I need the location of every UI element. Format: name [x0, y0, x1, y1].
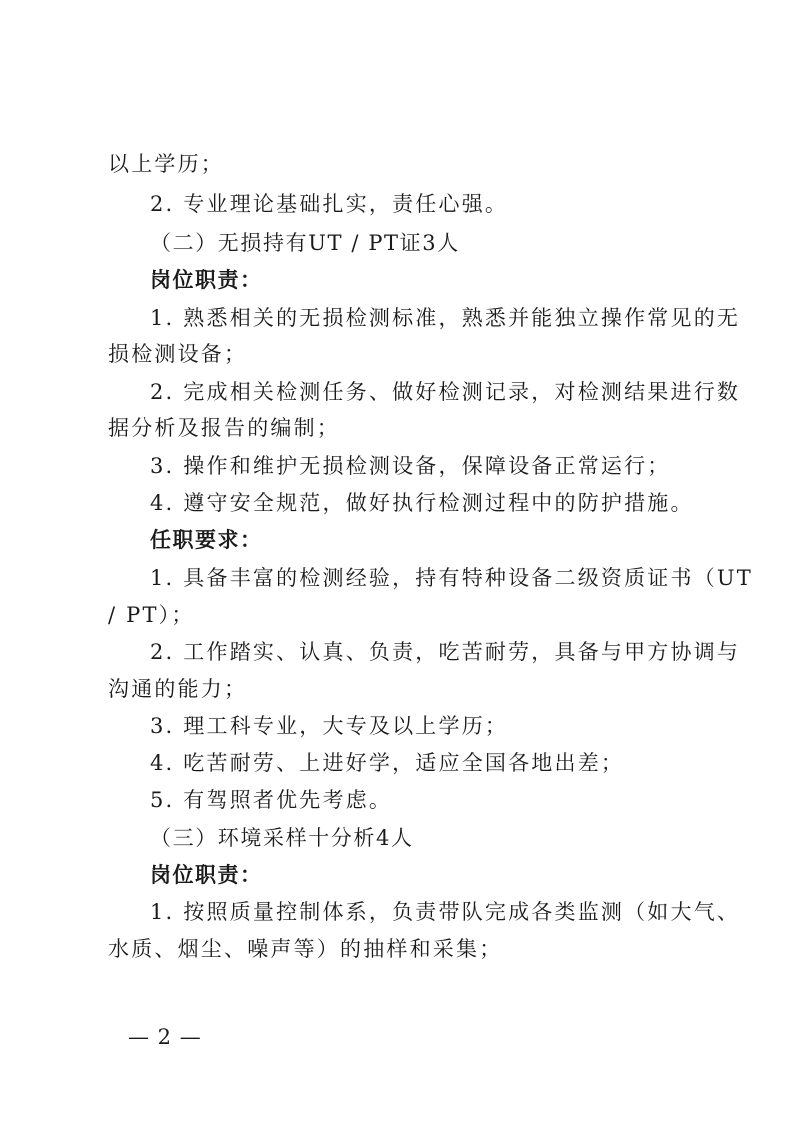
text-line: 1. 按照质量控制体系，负责带队完成各类监测（如大气、 — [150, 900, 741, 924]
page-number: — 2 — — [128, 1025, 202, 1049]
section-heading: （二）无损持有UT / PT证3人 — [150, 231, 460, 255]
text-line: 损检测设备； — [108, 342, 248, 366]
subheading-duties: 岗位职责： — [150, 267, 263, 292]
text-line: 4. 遵守安全规范，做好执行检测过程中的防护措施。 — [150, 491, 694, 515]
text-line: 3. 操作和维护无损检测设备，保障设备正常运行； — [150, 454, 671, 478]
subheading-requirements: 任职要求： — [150, 527, 263, 552]
text-line: 以上学历； — [108, 152, 224, 176]
text-line: 2. 工作踏实、认真、负责，吃苦耐劳，具备与甲方协调与 — [150, 640, 741, 664]
text-line: 沟通的能力； — [108, 677, 248, 701]
text-line: 3. 理工科专业，大专及以上学历； — [150, 714, 509, 738]
text-line: 1. 具备丰富的检测经验，持有特种设备二级资质证书（UT — [150, 566, 754, 590]
text-line: 2. 完成相关检测任务、做好检测记录，对检测结果进行数 — [150, 380, 741, 404]
section-heading: （三）环境采样十分析4人 — [150, 826, 414, 850]
text-line: 4. 吃苦耐劳、上进好学，适应全国各地出差； — [150, 751, 625, 775]
text-line: 1. 熟悉相关的无损检测标准，熟悉并能独立操作常见的无 — [150, 306, 741, 330]
subheading-duties: 岗位职责： — [150, 862, 263, 887]
text-line: 据分析及报告的编制； — [108, 416, 340, 440]
text-line: 5. 有驾照者优先考虑。 — [150, 788, 393, 812]
text-line: 2. 专业理论基础扎实，责任心强。 — [150, 192, 509, 216]
text-line: 水质、烟尘、噪声等）的抽样和采集； — [108, 937, 503, 961]
text-line: / PT）； — [108, 603, 195, 627]
